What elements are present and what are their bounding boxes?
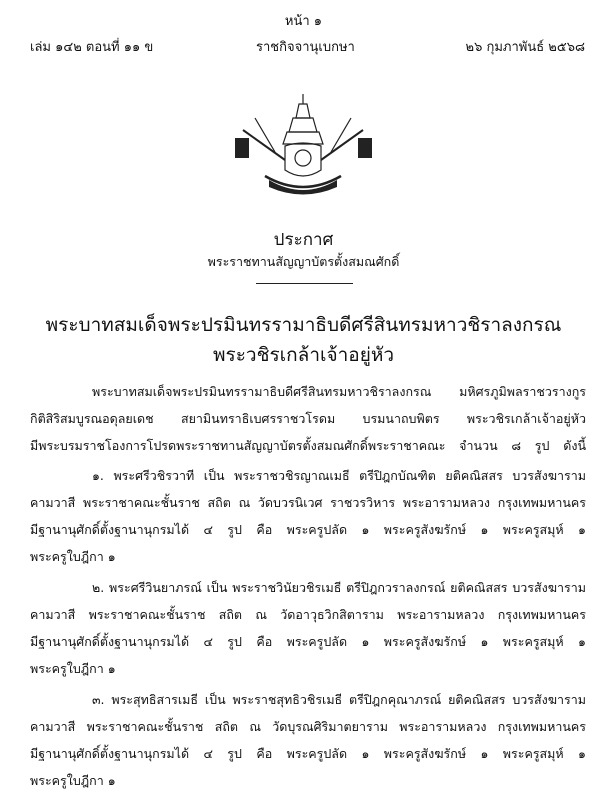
publication-name: ราชกิจจานุเบกษา — [256, 40, 355, 55]
announcement-title: ประกาศ — [273, 230, 334, 250]
item-line: มีฐานานุศักดิ์ตั้งฐานานุกรมได้ ๔ รูป คือ พระครูปลัด ๑ พระครูสังฆรักษ์ ๑ พระครูสมุห์ ๑ — [30, 522, 586, 537]
item-line: มีฐานานุศักดิ์ตั้งฐานานุกรมได้ ๔ รูป คือ พระครูปลัด ๑ พระครูสังฆรักษ์ ๑ พระครูสมุห์ ๑ — [30, 746, 586, 761]
item-line: ๑. พระศรีวชิรวาที เป็น พระราชวชิรญาณเมธี ตรีปิฎกบัณฑิต ยติคณิสสร บวรสังฆาราม — [92, 468, 586, 483]
volume-issue: เล่ม ๑๔๒ ตอนที่ ๑๑ ข — [30, 40, 154, 55]
item-line-last: พระครูใบฎีกา ๑ — [30, 549, 116, 564]
royal-emblem-icon — [235, 90, 372, 202]
royal-name-line-2: พระวชิรเกล้าเจ้าอยู่หัว — [212, 344, 395, 366]
item-line-last: พระครูใบฎีกา ๑ — [30, 773, 116, 788]
item-line: มีฐานานุศักดิ์ตั้งฐานานุกรมได้ ๔ รูป คือ พระครูปลัด ๑ พระครูสังฆรักษ์ ๑ พระครูสมุห์ ๑ — [30, 634, 586, 649]
item-line: ๒. พระศรีวินยาภรณ์ เป็น พระราชวินัยวชิรเมธี ตรีปิฎกวราลงกรณ์ ยติคณิสสร บวรสังฆาราม — [92, 580, 586, 595]
announcement-subtitle: พระราชทานสัญญาบัตรตั้งสมณศักดิ์ — [207, 254, 400, 269]
intro-line: กิติสิริสมบูรณอดุลยเดช สยามินทราธิเบศรราชวโรดม บรมนาถบพิตร พระวชิรเกล้าเจ้าอยู่หัว — [30, 411, 586, 426]
publication-date: ๒๖ กุมภาพันธ์ ๒๕๖๘ — [465, 40, 585, 55]
page-number: หน้า ๑ — [284, 14, 323, 29]
item-line: คามวาสี พระราชาคณะชั้นราช สถิต ณ วัดอาวุธวิกสิตาราม พระอารามหลวง กรุงเทพมหานคร — [30, 607, 586, 622]
item-line: คามวาสี พระราชาคณะชั้นราช สถิต ณ วัดบุรณศิริมาตยาราม พระอารามหลวง กรุงเทพมหานคร — [30, 719, 586, 734]
item-line: คามวาสี พระราชาคณะชั้นราช สถิต ณ วัดบวรนิเวศ ราชวรวิหาร พระอารามหลวง กรุงเทพมหานคร — [30, 495, 586, 510]
intro-line: พระบาทสมเด็จพระปรมินทรรามาธิบดีศรีสินทรมหาวชิราลงกรณ มหิศรภูมิพลราชวรางกูร — [92, 384, 586, 399]
item-line-last: พระครูใบฎีกา ๑ — [30, 661, 116, 676]
royal-name-line-1: พระบาทสมเด็จพระปรมินทรรามาธิบดีศรีสินทรมหาวชิราลงกรณ — [45, 314, 562, 336]
gazette-header — [30, 36, 585, 56]
title-divider — [256, 283, 353, 284]
item-line: ๓. พระสุทธิสารเมธี เป็น พระราชสุทธิวชิรเมธี ตรีปิฎกคุณาภรณ์ ยติคณิสสร บวรสังฆาราม — [92, 692, 586, 707]
intro-line: มีพระบรมราชโองการโปรดพระราชทานสัญญาบัตรตั้งสมณศักดิ์พระราชาคณะ จำนวน ๘ รูป ดังนี้ — [30, 438, 586, 453]
